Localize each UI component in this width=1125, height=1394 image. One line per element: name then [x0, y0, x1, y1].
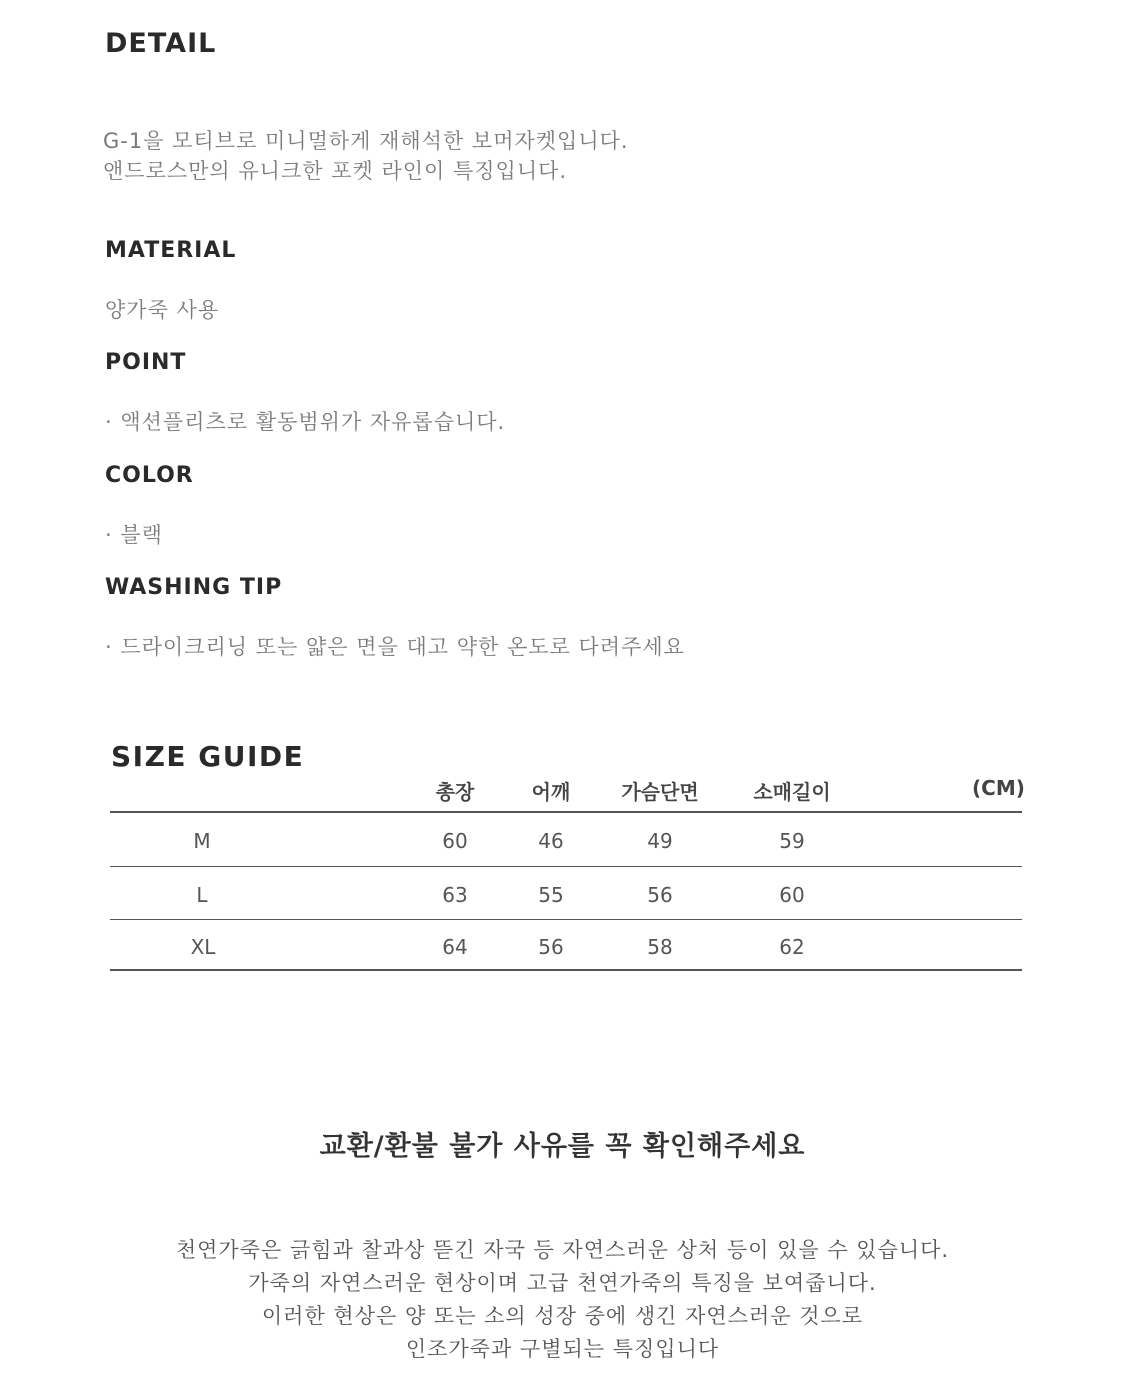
size-col-header: 총장: [435, 780, 475, 804]
detail-line: 앤드로스만의 유니크한 포켓 라인이 특징입니다.: [103, 159, 568, 183]
detail-heading: DETAIL: [105, 28, 217, 59]
size-col-header: 어깨: [531, 780, 571, 804]
washing-tip-text: · 드라이크리닝 또는 얇은 면을 대고 약한 온도로 다려주세요: [105, 635, 685, 659]
detail-line: G-1을 모티브로 미니멀하게 재해석한 보머자켓입니다.: [103, 129, 629, 153]
notice-title: 교환/환불 불가 사유를 꼭 확인해주세요: [319, 1131, 806, 1162]
color-text: · 블랙: [105, 523, 163, 547]
notice-line: 가죽의 자연스러운 현상이며 고급 천연가죽의 특징을 보여줍니다.: [248, 1271, 877, 1295]
size-col-header: 소매길이: [753, 780, 831, 804]
size-value: 56: [538, 935, 564, 959]
size-value: 49: [647, 829, 673, 853]
table-bottom-rule: [110, 969, 1022, 971]
point-heading: POINT: [105, 350, 187, 375]
size-value: 63: [442, 883, 468, 907]
size-value: 60: [442, 829, 468, 853]
size-label: L: [196, 883, 208, 907]
notice-body: [0, 1234, 1125, 1366]
washing-tip-heading: WASHING TIP: [105, 575, 283, 600]
size-value: 46: [538, 829, 564, 853]
size-value: 58: [647, 935, 673, 959]
table-row-rule: [110, 919, 1022, 920]
material-heading: MATERIAL: [105, 238, 237, 263]
size-value: 55: [538, 883, 564, 907]
size-guide-title: SIZE GUIDE: [111, 740, 305, 773]
table-row-rule: [110, 866, 1022, 867]
notice-line: 인조가죽과 구별되는 특징입니다: [405, 1337, 720, 1361]
material-text: 양가죽 사용: [105, 298, 220, 322]
table-header-rule: [110, 811, 1022, 813]
size-value: 56: [647, 883, 673, 907]
size-unit-label: (CM): [972, 776, 1025, 800]
size-value: 62: [779, 935, 805, 959]
size-label: M: [193, 829, 211, 853]
point-text: · 액션플리츠로 활동범위가 자유롭습니다.: [105, 410, 506, 434]
notice-line: 이러한 현상은 양 또는 소의 성장 중에 생긴 자연스러운 것으로: [261, 1304, 864, 1328]
size-value: 64: [442, 935, 468, 959]
notice-line: 천연가죽은 긁힘과 찰과상 뜯긴 자국 등 자연스러운 상처 등이 있을 수 있습니다.: [175, 1238, 950, 1262]
color-heading: COLOR: [105, 463, 194, 488]
size-col-header: 가슴단면: [621, 780, 699, 804]
detail-description: [103, 126, 629, 186]
size-value: 60: [779, 883, 805, 907]
size-label: XL: [190, 935, 216, 959]
size-value: 59: [779, 829, 805, 853]
